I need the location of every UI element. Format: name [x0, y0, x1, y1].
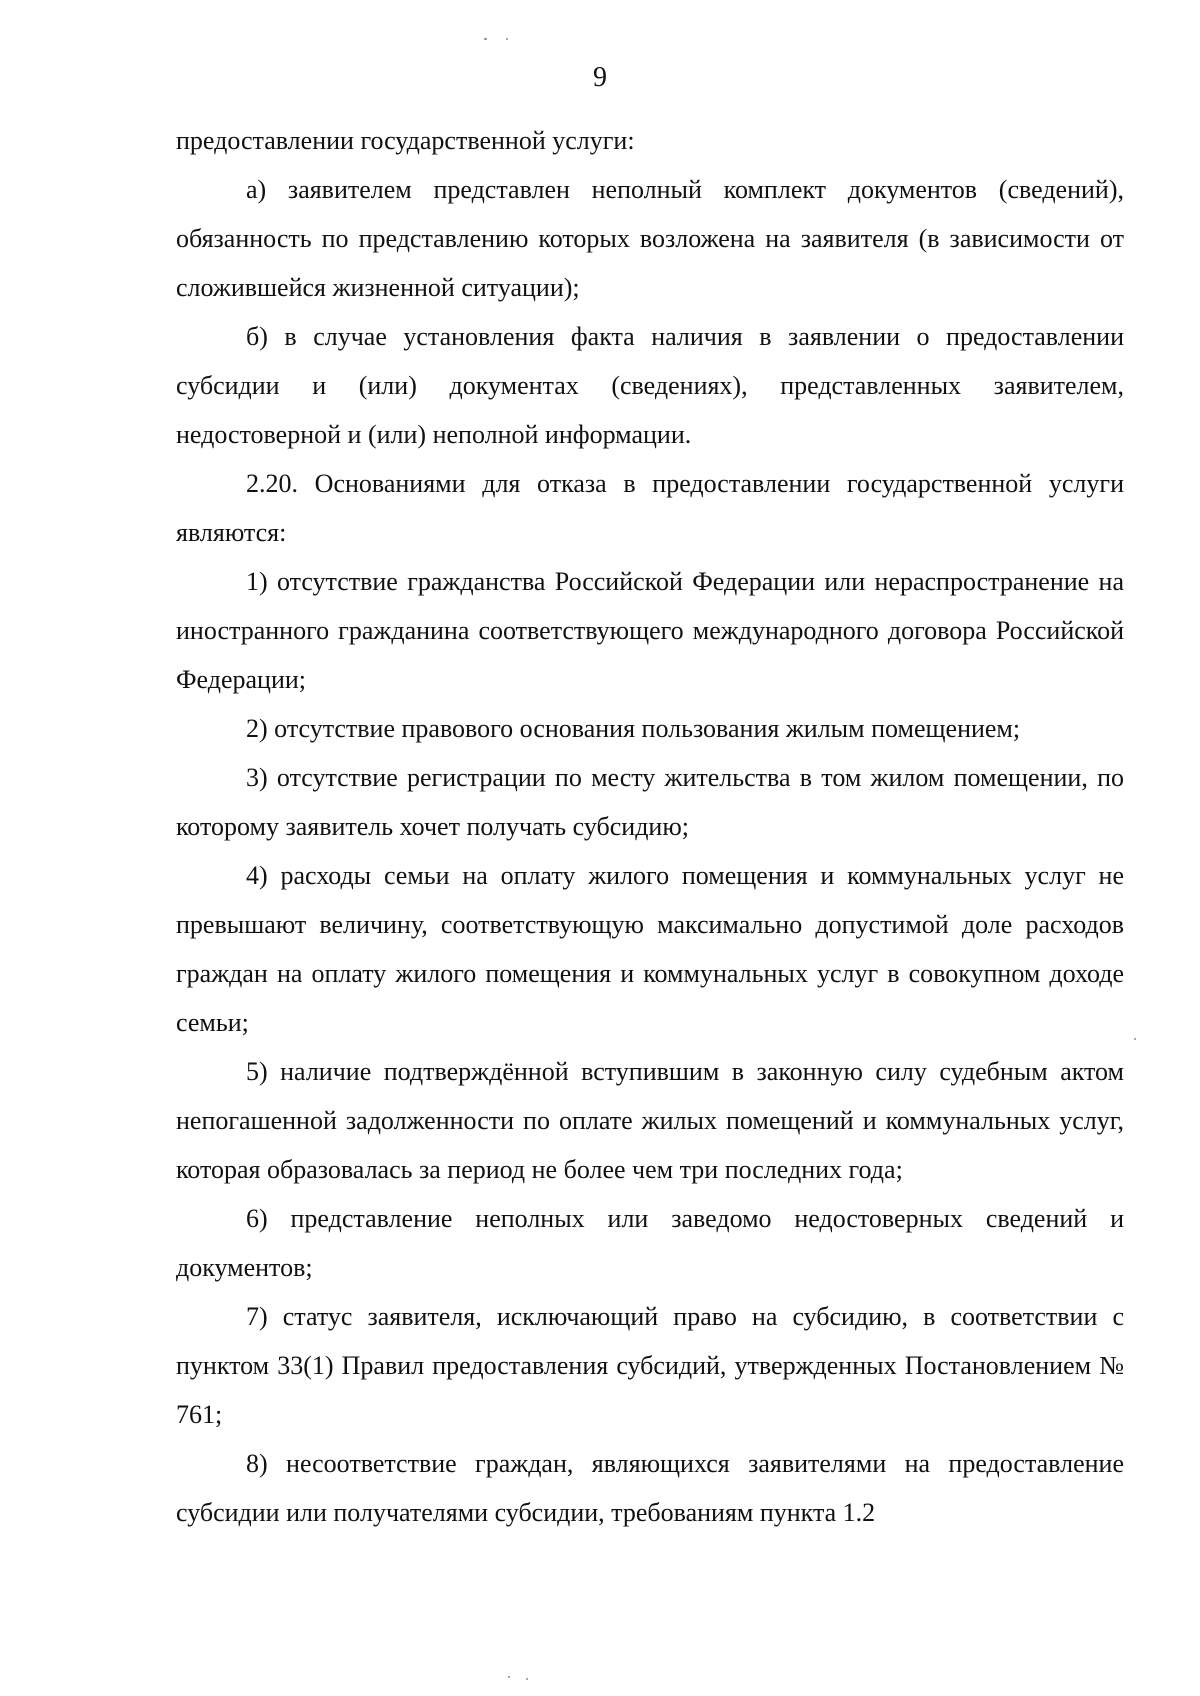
paragraph-item-7: 7) статус заявителя, исключающий право на субсидию, в соответствии с пунктом 33(1) Правил предоставления субсидий, утвержденных Постановлением № 761; — [176, 1302, 1124, 1429]
paragraph-item-2: 2) отсутствие правового основания пользования жилым помещением; — [246, 714, 1021, 743]
scan-speck — [484, 38, 487, 40]
paragraph-item-6: 6) представление неполных или заведомо недостоверных сведений и документов; — [176, 1204, 1124, 1282]
paragraph-continuation: предоставлении государственной услуги: — [176, 126, 635, 155]
page-number: 9 — [593, 62, 607, 93]
paragraph-clause-2-20: 2.20. Основаниями для отказа в предоставлении государственной услуги являются: — [176, 469, 1124, 547]
paragraph-item-a: а) заявителем представлен неполный комплект документов (сведений), обязанность по представлению которых возложена на заявителя (в зависимости от сложившейся жизненной ситуации); — [176, 175, 1124, 302]
paragraph-item-8: 8) несоответствие граждан, являющихся заявителями на предоставление субсидии или получателями субсидии, требованиям пункта 1.2 — [176, 1449, 1124, 1527]
document-body — [176, 116, 1124, 1537]
scan-speck — [526, 1678, 528, 1680]
paragraph-item-5: 5) наличие подтверждённой вступившим в законную силу судебным актом непогашенной задолженности по оплате жилых помещений и коммунальных услуг, которая образовалась за период не более чем три последних года; — [176, 1057, 1124, 1184]
scan-speck — [506, 38, 508, 40]
scan-speck — [1134, 1038, 1136, 1040]
paragraph-item-3: 3) отсутствие регистрации по месту жительства в том жилом помещении, по которому заявитель хочет получать субсидию; — [176, 763, 1124, 841]
paragraph-item-b: б) в случае установления факта наличия в заявлении о предоставлении субсидии и (или) документах (сведениях), представленных заявителем, недостоверной и (или) неполной информации. — [176, 322, 1124, 449]
scan-speck — [508, 1676, 510, 1678]
paragraph-item-1: 1) отсутствие гражданства Российской Федерации или нераспространение на иностранного гражданина соответствующего международного договора Российской Федерации; — [176, 567, 1124, 694]
paragraph-item-4: 4) расходы семьи на оплату жилого помещения и коммунальных услуг не превышают величину, соответствующую максимально допустимой доле расходов граждан на оплату жилого помещения и коммунальных услуг в совокупном доходе семьи; — [176, 861, 1124, 1037]
